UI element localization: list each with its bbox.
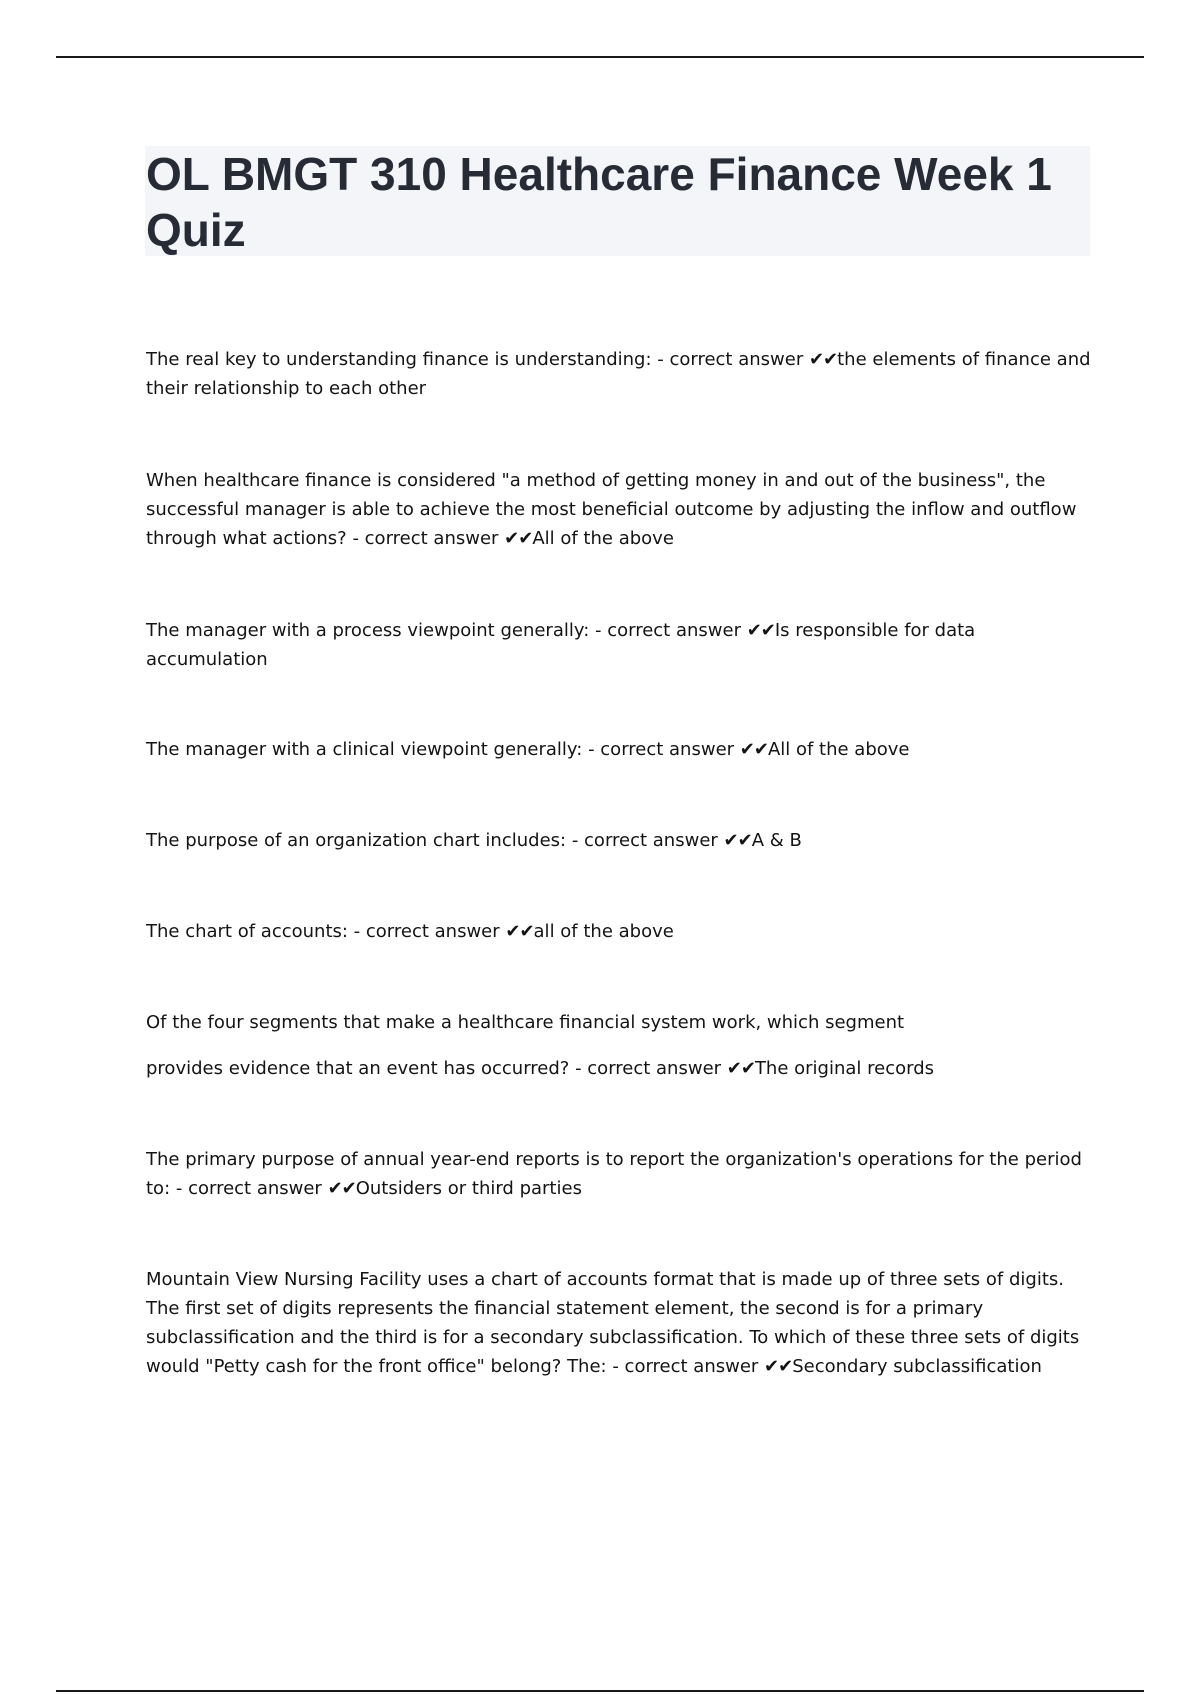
question-text: Of the four segments that make a healthcare financial system work, which segment (146, 1012, 905, 1033)
answer-text: Secondary subclassification (792, 1356, 1042, 1377)
answer-text: A & B (751, 830, 802, 851)
check-icon: ✔✔ (726, 1058, 755, 1079)
qa-item-3 (146, 616, 1096, 674)
check-icon: ✔✔ (808, 349, 838, 370)
question-text: The real key to understanding finance is understanding: - correct answer (146, 349, 809, 370)
question-text: When healthcare finance is considered "a method of getting money in and out of the business", the successful manager is able to achieve the most beneficial outcome by adjusting the inflow and outflow through what actions? - correct answer (146, 470, 1077, 549)
question-text: The manager with a clinical viewpoint generally: - correct answer (146, 739, 740, 760)
top-divider (56, 56, 1144, 58)
page-title: OL BMGT 310 Healthcare Finance Week 1 Quiz (146, 148, 1052, 256)
answer-text: All of the above (767, 739, 910, 760)
qa-item-9 (146, 1265, 1096, 1381)
qa-item-5 (146, 826, 1096, 855)
answer-text: the elements of finance and their relationship to each other (146, 349, 1091, 399)
check-icon: ✔✔ (723, 830, 752, 851)
question-text: The manager with a process viewpoint generally: - correct answer (146, 620, 747, 641)
question-text: Mountain View Nursing Facility uses a chart of accounts format that is made up of three sets of digits. The first set of digits represents the financial statement element, the second is for a primary subclassification and the third is for a secondary subclassification. To which of these three sets of digits would "Petty cash for the front office" belong? The: - correct answer (146, 1269, 1080, 1377)
qa-item-6 (146, 917, 1096, 946)
question-text: The purpose of an organization chart includes: - correct answer (146, 830, 724, 851)
check-icon: ✔✔ (739, 739, 768, 760)
qa-item-2 (146, 466, 1096, 553)
question-text: The chart of accounts: - correct answer (146, 921, 506, 942)
qa-item-4 (146, 735, 1096, 764)
check-icon: ✔✔ (327, 1178, 356, 1199)
qa-item-1 (146, 345, 1096, 403)
check-icon: ✔✔ (504, 528, 533, 549)
check-icon: ✔✔ (505, 921, 534, 942)
answer-text: All of the above (532, 528, 674, 549)
answer-text: The original records (754, 1058, 935, 1079)
check-icon: ✔✔ (746, 620, 775, 641)
title-banner (145, 146, 1090, 256)
question-text: The primary purpose of annual year-end reports is to report the organization's operations for the period to: - correct answer (146, 1149, 1082, 1199)
answer-text: Is responsible for data accumulation (146, 620, 976, 670)
qa-item-7 (146, 1008, 1096, 1083)
bottom-divider (56, 1690, 1144, 1692)
answer-text: all of the above (533, 921, 674, 942)
qa-item-8 (146, 1145, 1096, 1203)
check-icon: ✔✔ (764, 1356, 793, 1377)
question-text: provides evidence that an event has occurred? - correct answer (146, 1058, 727, 1079)
answer-text: Outsiders or third parties (355, 1178, 582, 1199)
